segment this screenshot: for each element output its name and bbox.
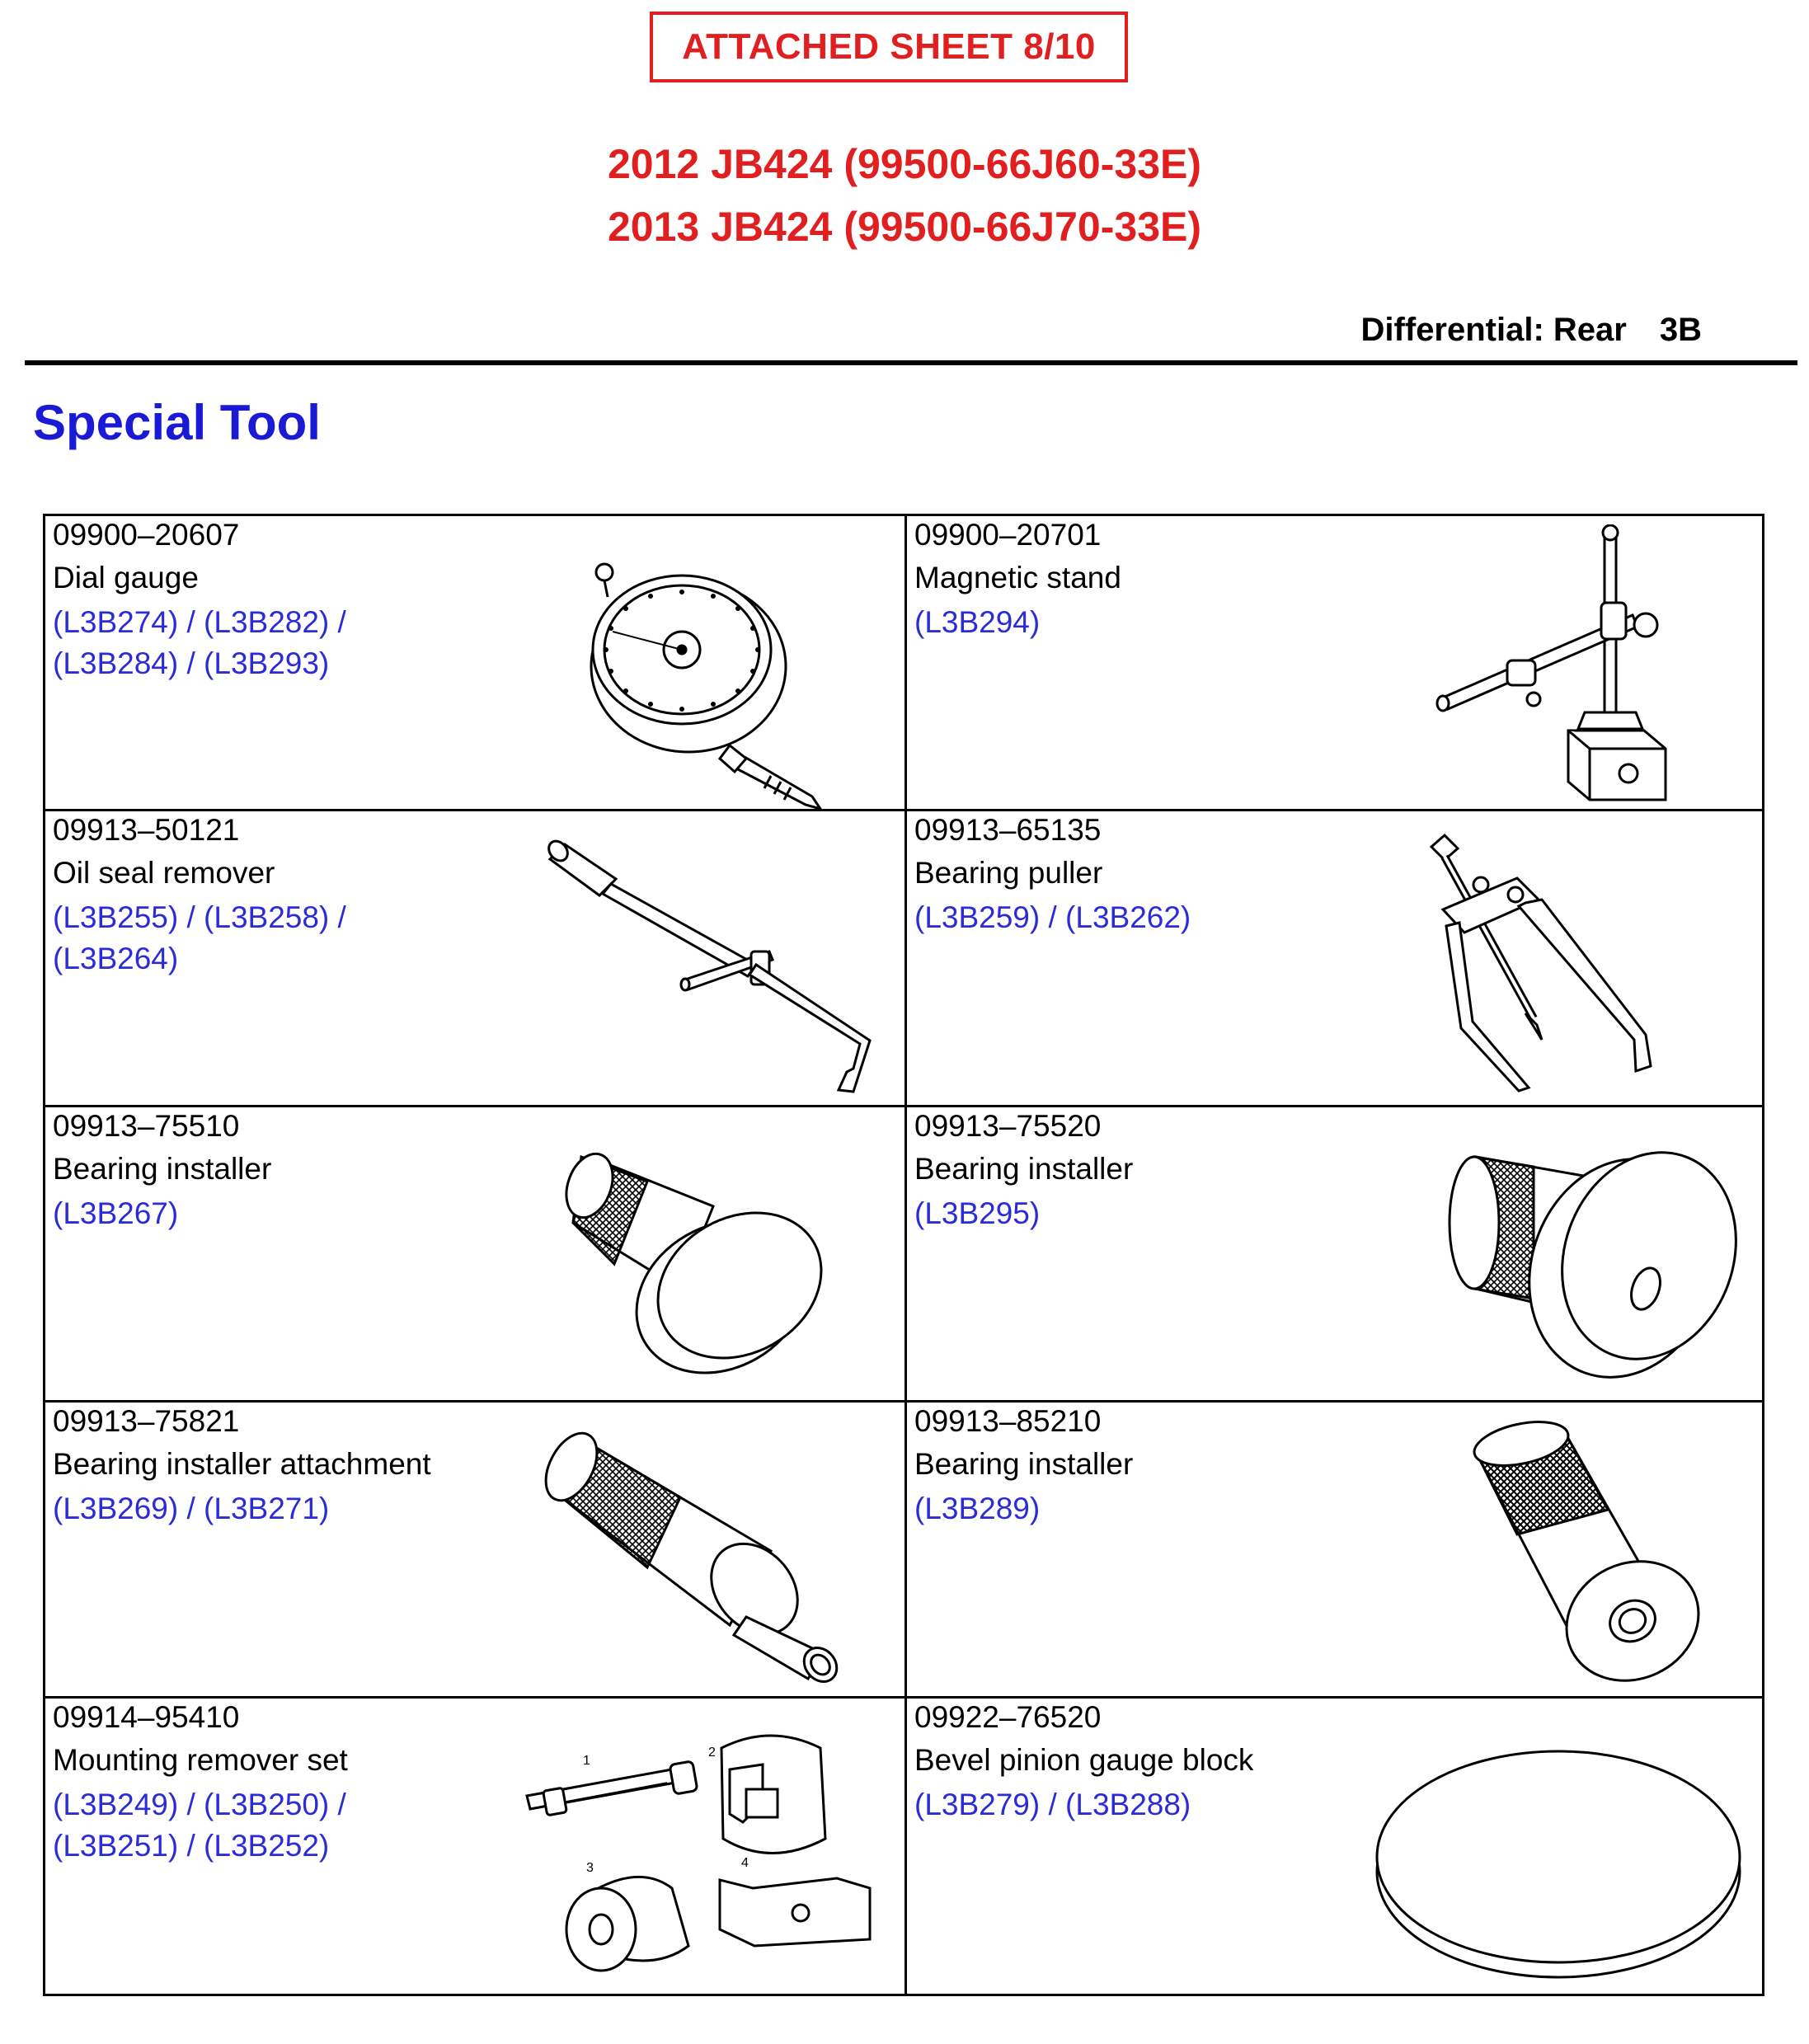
- tool-ref-line[interactable]: (L3B294): [914, 605, 1041, 639]
- bearing-puller-icon: [1418, 824, 1690, 1104]
- tool-name: Bearing installer: [53, 1151, 272, 1186]
- part-label-3: 3: [586, 1860, 594, 1875]
- tool-name: Magnetic stand: [914, 561, 1121, 594]
- tool-name: Bearing installer attachment: [53, 1447, 431, 1482]
- tool-cell-bearing-installer-85210: [907, 1403, 1764, 1698]
- tool-cell-bevel-pinion-gauge-block: [907, 1699, 1764, 1994]
- tool-refs: [53, 602, 346, 684]
- model-line-2012: 2012 JB424 (99500-66J60-33E): [608, 141, 1201, 187]
- tool-refs: [914, 897, 1191, 938]
- tool-ref-line[interactable]: (L3B295): [914, 1196, 1041, 1230]
- tool-name: Bearing puller: [914, 856, 1103, 890]
- tool-ref-line[interactable]: (L3B284) / (L3B293): [53, 646, 330, 680]
- tool-number: 09913–75520: [914, 1108, 1102, 1143]
- dial-gauge-icon: [573, 549, 870, 811]
- tool-ref-line[interactable]: (L3B274) / (L3B282) /: [53, 605, 346, 639]
- tool-refs: [914, 1784, 1191, 1826]
- tool-cell-bearing-installer-attachment: [45, 1403, 907, 1698]
- tool-refs: [53, 897, 346, 980]
- tool-number: 09913–75821: [53, 1404, 240, 1439]
- magnetic-stand-icon: [1426, 524, 1690, 805]
- tool-number: 09913–65135: [914, 813, 1102, 848]
- tool-number: 09913–50121: [53, 813, 240, 848]
- part-label-2: 2: [708, 1745, 716, 1760]
- tool-cell-mounting-remover-set: [45, 1699, 907, 1994]
- bearing-installer-long-icon: [1402, 1419, 1748, 1691]
- part-label-4: 4: [741, 1855, 749, 1870]
- tool-cell-bearing-installer-75510: [45, 1107, 907, 1403]
- tool-refs: [53, 1488, 329, 1529]
- tool-name: Mounting remover set: [53, 1742, 348, 1777]
- tool-number: 09900–20607: [53, 518, 240, 552]
- tool-name: Bearing installer: [914, 1447, 1134, 1482]
- tool-cell-magnetic-stand: [907, 516, 1764, 811]
- tool-number: 09913–75510: [53, 1108, 240, 1143]
- gauge-block-icon: [1360, 1723, 1756, 1987]
- section-name: Differential: Rear: [1360, 312, 1627, 348]
- tool-refs: [914, 1488, 1040, 1529]
- tool-ref-line[interactable]: (L3B269) / (L3B271): [53, 1492, 330, 1526]
- tool-number: 09922–76520: [914, 1699, 1102, 1734]
- tool-number: 09913–85210: [914, 1404, 1102, 1439]
- tool-name: Dial gauge: [53, 561, 199, 594]
- tool-refs: [53, 1784, 346, 1867]
- tool-ref-line[interactable]: (L3B251) / (L3B252): [53, 1828, 330, 1863]
- tool-refs: [914, 1193, 1040, 1234]
- page-title: Special Tool: [33, 395, 321, 450]
- model-line-2013: 2013 JB424 (99500-66J70-33E): [608, 204, 1201, 250]
- tool-ref-line[interactable]: (L3B279) / (L3B288): [914, 1787, 1191, 1821]
- part-label-1: 1: [583, 1753, 590, 1768]
- tool-name: Oil seal remover: [53, 856, 275, 890]
- tool-ref-line[interactable]: (L3B249) / (L3B250) /: [53, 1787, 346, 1821]
- tool-ref-line[interactable]: (L3B264): [53, 942, 179, 976]
- tool-refs: [914, 602, 1040, 643]
- attached-sheet-box: [650, 12, 1128, 82]
- tool-cell-bearing-puller: [907, 811, 1764, 1107]
- mounting-remover-set-icon: [507, 1723, 903, 1987]
- bearing-installer-attachment-icon: [540, 1419, 886, 1691]
- header-rule: [25, 360, 1797, 365]
- oil-seal-remover-icon: [540, 828, 886, 1100]
- tool-cell-bearing-installer-75520: [907, 1107, 1764, 1403]
- tool-name: Bearing installer: [914, 1151, 1134, 1186]
- attached-sheet-label: ATTACHED SHEET 8/10: [682, 26, 1096, 67]
- section-header: [1361, 312, 1702, 349]
- tool-number: 09914–95410: [53, 1699, 240, 1734]
- tool-ref-line[interactable]: (L3B267): [53, 1196, 179, 1230]
- bearing-installer-solid-icon: [557, 1124, 886, 1396]
- tool-ref-line[interactable]: (L3B255) / (L3B258) /: [53, 900, 346, 935]
- tool-ref-line[interactable]: (L3B259) / (L3B262): [914, 900, 1191, 935]
- tool-number: 09900–20701: [914, 518, 1102, 552]
- tool-cell-dial-gauge: [45, 516, 907, 811]
- section-code: 3B: [1659, 312, 1702, 348]
- tool-cell-oil-seal-remover: [45, 811, 907, 1107]
- bearing-installer-hole-icon: [1402, 1124, 1748, 1396]
- tool-name: Bevel pinion gauge block: [914, 1742, 1254, 1777]
- special-tool-table: [43, 514, 1764, 1996]
- tool-refs: [53, 1193, 178, 1234]
- tool-ref-line[interactable]: (L3B289): [914, 1492, 1041, 1526]
